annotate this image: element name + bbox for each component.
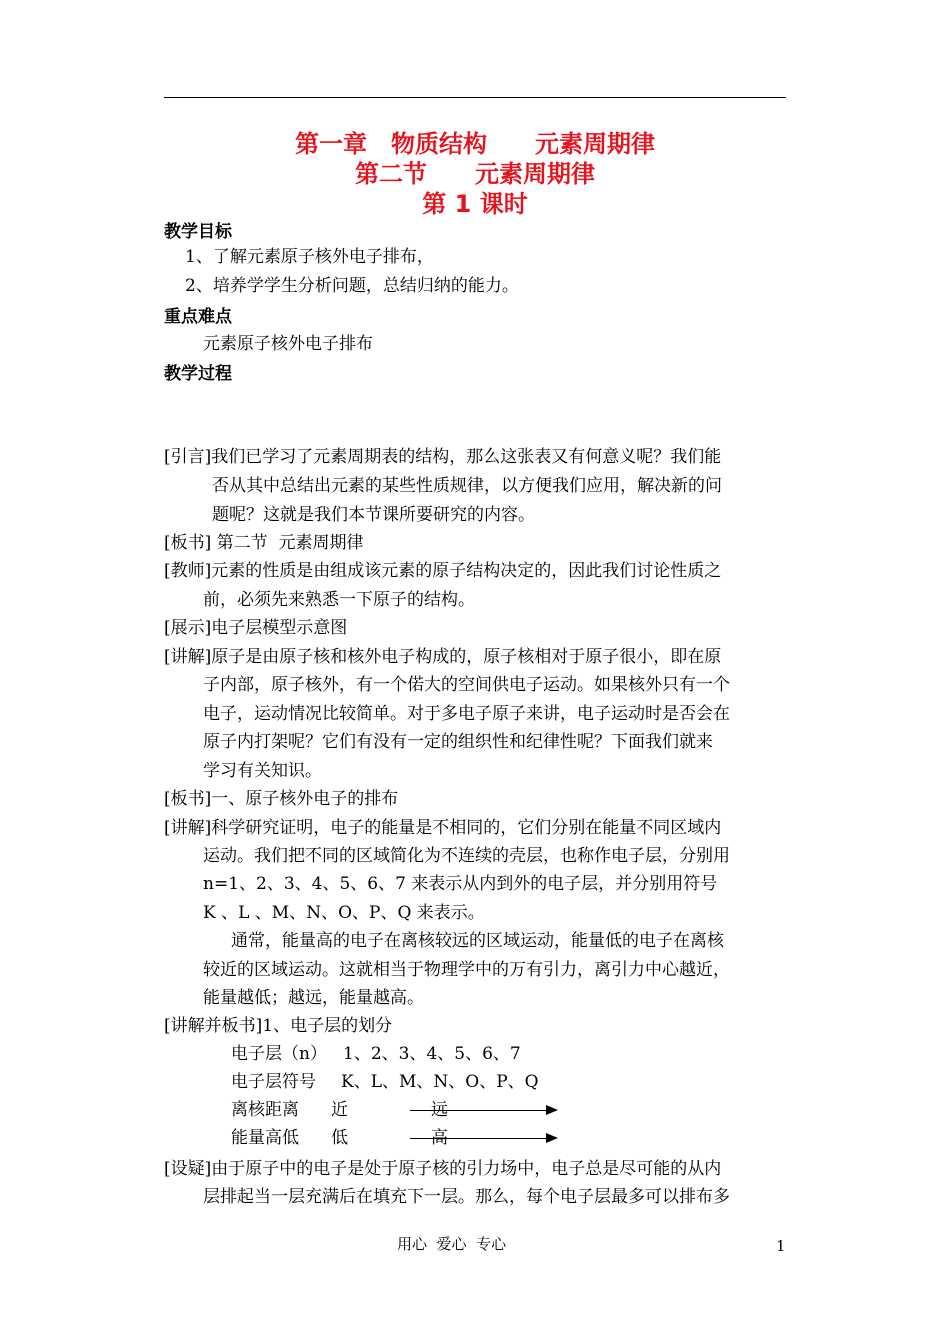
energy-arrow xyxy=(410,1138,556,1139)
body-line: [讲解并板书]1、电子层的划分 xyxy=(164,1016,393,1036)
section-title: 第二节 元素周期律 xyxy=(355,160,595,188)
body-line: [板书] 第二节 元素周期律 xyxy=(164,533,364,553)
body-line: 前，必须先来熟悉一下原子的结构。 xyxy=(203,590,475,610)
shell-number-values: 1、2、3、4、5、6、7 xyxy=(343,1044,521,1064)
lesson-title: 第 1 课时 xyxy=(422,190,528,218)
body-line: 子内部，原子核外，有一个偌大的空间供电子运动。如果核外只有一个 xyxy=(203,675,730,695)
shell-number-label: 电子层（n） xyxy=(231,1044,327,1064)
key-text: 元素原子核外电子排布 xyxy=(203,334,373,354)
energy-low: 低 xyxy=(331,1128,348,1148)
body-line: 否从其中总结出元素的某些性质规律，以方便我们应用，解决新的问 xyxy=(212,476,722,496)
body-line: [引言]我们已学习了元素周期表的结构，那么这张表又有何意义呢？我们能 xyxy=(164,447,722,467)
page-number: 1 xyxy=(776,1237,786,1255)
goals-heading: 教学目标 xyxy=(164,222,232,242)
energy-label: 能量高低 xyxy=(231,1128,299,1148)
body-line: 运动。我们把不同的区域简化为不连续的壳层，也称作电子层，分别用 xyxy=(203,846,730,866)
body-line: 通常，能量高的电子在离核较远的区域运动，能量低的电子在离核 xyxy=(231,931,724,951)
shell-symbol-values: K、L、M、N、O、P、Q xyxy=(341,1072,539,1092)
distance-arrow xyxy=(410,1110,556,1111)
shell-symbol-label: 电子层符号 xyxy=(231,1072,316,1092)
body-line: 层排起当一层充满后在填充下一层。那么，每个电子层最多可以排布多 xyxy=(203,1187,730,1207)
body-line: [板书]一、原子核外电子的排布 xyxy=(164,789,399,809)
process-heading: 教学过程 xyxy=(164,364,232,384)
key-heading: 重点难点 xyxy=(164,307,232,327)
body-line: K 、L 、M、N、O、P、Q 来表示。 xyxy=(203,903,485,923)
distance-label: 离核距离 xyxy=(231,1100,299,1120)
distance-far: 远 xyxy=(431,1100,448,1120)
body-line: [讲解]科学研究证明，电子的能量是不相同的，它们分别在能量不同区域内 xyxy=(164,818,722,838)
body-line: [教师]元素的性质是由组成该元素的原子结构决定的，因此我们讨论性质之 xyxy=(164,561,722,581)
body-line: [设疑]由于原子中的电子是处于原子核的引力场中，电子总是尽可能的从内 xyxy=(164,1159,722,1179)
body-line: 能量越低；越远，能量越高。 xyxy=(203,988,424,1008)
body-line: [展示]电子层模型示意图 xyxy=(164,618,348,638)
header-rule xyxy=(164,97,786,98)
distance-near: 近 xyxy=(331,1100,348,1120)
chapter-title: 第一章 物质结构 元素周期律 xyxy=(295,130,655,158)
body-line: 题呢？这就是我们本节课所要研究的内容。 xyxy=(212,505,535,525)
footer-motto: 用心 爱心 专心 xyxy=(397,1235,507,1253)
goal-1: 1、了解元素原子核外电子排布， xyxy=(185,247,434,267)
goal-2: 2、培养学学生分析问题，总结归纳的能力。 xyxy=(185,276,519,296)
energy-high: 高 xyxy=(431,1128,448,1148)
body-line: 学习有关知识。 xyxy=(203,761,322,781)
body-line: 电子，运动情况比较简单。对于多电子原子来讲，电子运动时是否会在 xyxy=(203,704,730,724)
body-line: 较近的区域运动。这就相当于物理学中的万有引力，离引力中心越近， xyxy=(203,960,730,980)
body-line: 原子内打架呢？它们有没有一定的组织性和纪律性呢？下面我们就来 xyxy=(203,732,713,752)
body-line: n=1、2、3、4、5、6、7 来表示从内到外的电子层，并分别用符号 xyxy=(203,874,718,894)
body-line: [讲解]原子是由原子核和核外电子构成的，原子核相对于原子很小，即在原 xyxy=(164,647,722,667)
